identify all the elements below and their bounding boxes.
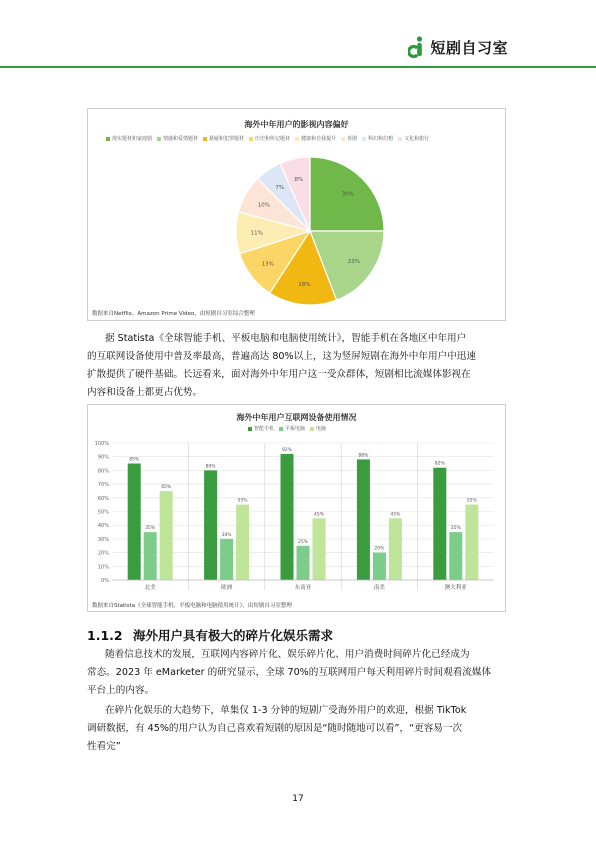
legend-swatch: [279, 427, 283, 431]
legend-item: [249, 135, 290, 142]
y-tick-label: 100%: [94, 441, 109, 447]
x-category-label: 东南亚: [294, 585, 312, 591]
header-divider: [0, 66, 596, 68]
bar: [313, 518, 326, 580]
section-number: 1.1.2: [87, 628, 123, 643]
legend-item: [398, 135, 429, 142]
bar: [373, 553, 386, 580]
legend-swatch: [398, 137, 402, 141]
legend-item: [341, 135, 357, 142]
pie-slice-label: 18%: [298, 282, 311, 288]
legend-label: 电脑: [316, 426, 327, 432]
bar-value-label: 20%: [374, 546, 385, 552]
bar-value-label: 55%: [466, 498, 477, 504]
legend-swatch: [203, 137, 207, 141]
paragraph-device-usage: [87, 330, 507, 402]
bar: [357, 459, 370, 580]
paragraph-line: 常态。2023 年 eMarketer 的研究显示，全球 70%的互联网用户每天利用碎片时间观看流媒体: [87, 667, 492, 678]
bar-chart-figure: [87, 404, 506, 612]
bar-value-label: 85%: [129, 457, 140, 463]
y-tick-label: 10%: [97, 564, 109, 571]
legend-label: 文化和旅行: [404, 136, 430, 142]
legend-label: 平板电脑: [285, 426, 306, 432]
legend-swatch: [310, 427, 314, 431]
y-tick-label: 80%: [97, 468, 109, 475]
legend-label: 科幻和幻想: [368, 136, 394, 142]
y-tick-label: 0%: [101, 578, 109, 584]
legend-label: 悬疑和犯罪题材: [209, 136, 245, 142]
legend-item: [248, 425, 274, 432]
legend-label: 现实题材和家庭剧: [112, 136, 153, 142]
pie-slice-label: 8%: [294, 176, 304, 183]
legend-swatch: [106, 137, 110, 141]
bar-value-label: 65%: [161, 485, 172, 490]
section-title: 海外用户具有极大的碎片化娱乐需求: [132, 628, 333, 643]
paragraph-fragmentation: [87, 646, 507, 700]
paragraph-line: 随着信息技术的发展，互联网内容碎片化、娱乐碎片化、用户消费时间碎片化已经成为: [105, 649, 470, 660]
y-tick-label: 60%: [97, 495, 109, 502]
bar: [204, 470, 217, 580]
x-category-label: 澳大利亚: [444, 585, 467, 591]
bar-value-label: 80%: [205, 464, 216, 470]
bar: [465, 505, 478, 580]
logo-icon: [408, 36, 426, 58]
legend-label: 健康和自我提升: [301, 136, 337, 142]
legend-swatch: [362, 137, 366, 141]
paragraph-line: 调研数据，有 45%的用户认为自己喜欢看短剧的原因是“随时随地可以看”，“更容易一次: [87, 723, 463, 734]
legend-item: [106, 135, 152, 142]
pie-chart-figure: [87, 108, 506, 321]
bar: [144, 532, 157, 580]
legend-item: [362, 135, 393, 142]
paragraph-line: 扩散提供了硬件基础。长远看来，面对海外中年用户这一受众群体，短剧相比流媒体影视在: [87, 369, 471, 380]
legend-swatch: [341, 137, 345, 141]
paragraph-line: 据 Statista《全球智能手机、平板电脑和电脑使用统计》，智能手机在各地区中年用户: [105, 333, 467, 344]
bar-value-label: 45%: [313, 512, 325, 518]
page-number: 17: [292, 794, 304, 804]
legend-swatch: [295, 137, 299, 141]
y-tick-label: 70%: [97, 482, 109, 489]
bar-value-label: 35%: [450, 526, 461, 532]
legend-swatch: [249, 137, 253, 141]
y-tick-label: 20%: [97, 550, 109, 557]
pie-slice-label: 7%: [275, 185, 285, 192]
legend-item: [310, 425, 326, 432]
pie-chart: [88, 145, 505, 315]
bar: [128, 464, 141, 581]
pie-slice-label: 11%: [250, 230, 263, 237]
bar-value-label: 35%: [145, 526, 156, 532]
legend-swatch: [157, 137, 161, 141]
section-heading: [87, 626, 333, 644]
x-category-label: 欧洲: [221, 585, 233, 591]
bar-chart-source: 数据来自Statista《全球智能手机、平板电脑和电脑使用统计》，由短剧自习室整理: [92, 603, 292, 609]
pie-slice-label: 13%: [261, 261, 274, 268]
paragraph-line: 平台上的内容。: [87, 685, 155, 696]
bar: [220, 539, 233, 580]
bar-chart-title: 海外中年用户互联网设备使用情况: [236, 413, 357, 422]
paragraph-line: 性看完”: [87, 741, 121, 752]
paragraph-tiktok: [87, 702, 507, 756]
y-tick-label: 30%: [97, 536, 109, 543]
legend-item: [295, 135, 336, 142]
bar: [449, 532, 462, 580]
pie-chart-legend: [106, 135, 434, 142]
pie-slice-label: 10%: [257, 202, 271, 209]
pie-chart-source: 数据来自Netflix、Amazon Prime Video，由短剧自习室综合整理: [92, 311, 255, 317]
legend-item: [157, 135, 198, 142]
pie-slice-label: 30%: [341, 191, 354, 198]
paragraph-line: 在碎片化娱乐的大趋势下，单集仅 1-3 分钟的短剧广受海外用户的欢迎，根据 TikTok: [105, 705, 467, 716]
legend-label: 智能手机: [254, 426, 275, 432]
y-tick-label: 40%: [97, 523, 109, 530]
brand-name: 短剧自习室: [430, 38, 508, 57]
y-tick-label: 50%: [97, 509, 109, 516]
bar-value-label: 45%: [390, 512, 401, 518]
legend-item: [203, 135, 244, 142]
legend-swatch: [248, 427, 252, 431]
brand-logo: [408, 36, 508, 58]
bar-chart-legend: [248, 425, 331, 432]
bar: [297, 546, 310, 580]
pie-chart-title: 海外中年用户的影视内容偏好: [244, 120, 349, 129]
bar-value-label: 30%: [221, 532, 232, 538]
x-category-label: 北美: [144, 585, 156, 591]
pie-slice-label: 23%: [347, 259, 361, 266]
bar: [433, 468, 446, 580]
legend-label: 喜剧: [347, 136, 358, 142]
bar-chart: [88, 435, 505, 600]
paragraph-line: 内容和设备上都更占优势。: [87, 387, 203, 398]
bar: [281, 454, 294, 580]
y-tick-label: 90%: [97, 454, 109, 461]
bar-value-label: 88%: [358, 453, 369, 459]
bar-value-label: 25%: [297, 539, 309, 545]
paragraph-line: 的互联网设备使用中普及率最高，普遍高达 80%以上，这为竖屏短剧在海外中年用户中迅速: [87, 351, 476, 362]
legend-label: 历史和传记题材: [255, 136, 291, 142]
bar: [160, 491, 173, 580]
x-category-label: 南美: [373, 585, 385, 591]
bar-value-label: 92%: [281, 448, 293, 453]
bar-value-label: 55%: [237, 498, 248, 504]
legend-label: 情感和爱情题材: [163, 136, 199, 142]
bar-value-label: 82%: [434, 461, 445, 467]
bar: [389, 518, 402, 580]
bar: [236, 505, 249, 580]
legend-item: [279, 425, 305, 432]
